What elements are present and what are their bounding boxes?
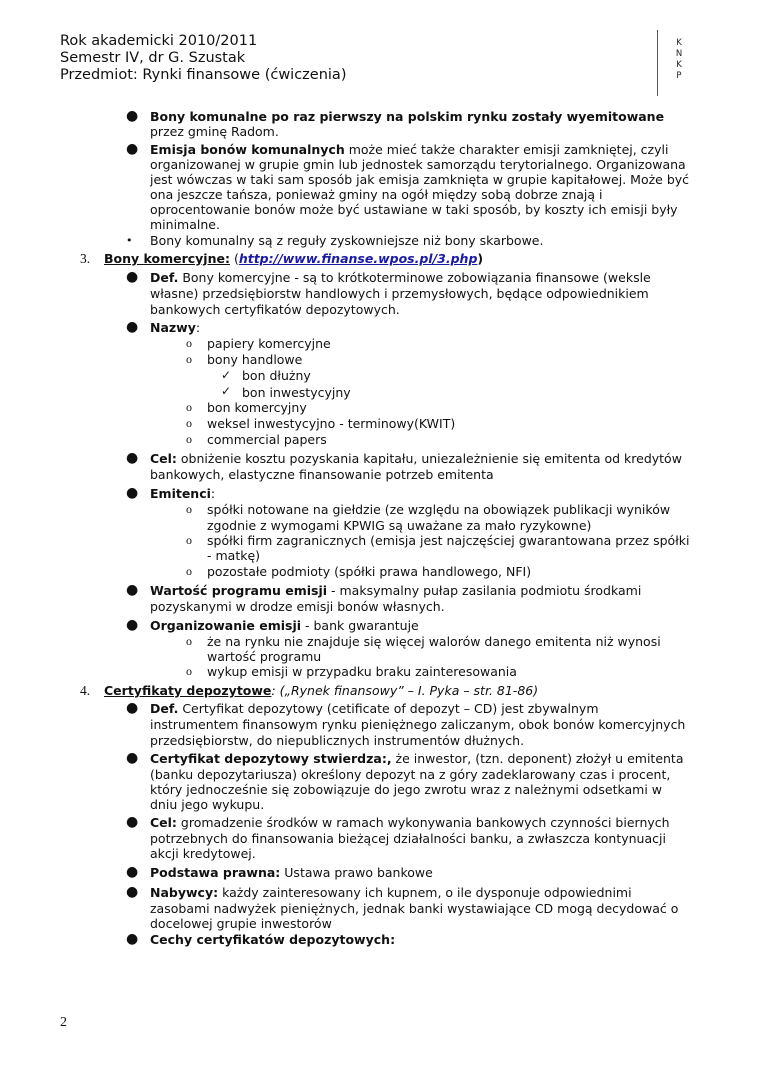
sub-bullet-icon: o: [186, 564, 192, 578]
paragraph: bankowych certyfikatów depozytowych.: [150, 302, 400, 317]
list-item: pozostałe podmioty (spółki prawa handlowego, NFI): [207, 564, 532, 579]
knkp-logo: [657, 30, 698, 96]
paragraph: przez gminę Radom.: [150, 124, 279, 139]
header-semester: Semestr IV, dr G. Szustak: [60, 50, 246, 66]
paragraph: (banku depozytariusza) określony depozyt na z góry zadeklarowany czas i procent,: [150, 767, 671, 782]
sub-bullet-icon: o: [186, 416, 192, 430]
sub-bullet-icon: o: [186, 634, 192, 648]
paragraph: docelowej grupie inwestorów: [150, 916, 332, 931]
sub-bullet-icon: o: [186, 664, 192, 678]
sub-bullet-icon: o: [186, 336, 192, 350]
paragraph: Cel: obniżenie kosztu pozyskania kapitału, uniezależnienie się emitenta od kredytów: [150, 451, 682, 466]
bullet-icon: ●: [126, 582, 139, 598]
paragraph: Emitenci:: [150, 486, 216, 501]
list-item: commercial papers: [207, 432, 327, 447]
list-item: bon dłużny: [242, 368, 311, 383]
bullet-icon: ●: [126, 269, 139, 285]
paragraph: Certyfikat depozytowy stwierdza:, że inwestor, (tzn. deponent) złożył u emitenta: [150, 751, 684, 766]
list-item: papiery komercyjne: [207, 336, 331, 351]
bullet-icon: •: [126, 234, 133, 247]
logo-letter: N: [675, 49, 683, 59]
page-number: 2: [60, 1015, 67, 1030]
bullet-icon: ●: [126, 864, 139, 880]
paragraph: akcji kredytowej.: [150, 846, 256, 861]
logo-letter: K: [676, 38, 682, 48]
paragraph: Nazwy:: [150, 320, 201, 335]
bullet-icon: ●: [126, 931, 139, 947]
paragraph: pozyskanymi w drodze emisji bonów własnych.: [150, 599, 445, 614]
bullet-icon: ●: [126, 700, 139, 716]
paragraph: Wartość programu emisji - maksymalny pułap zasilania podmiotu środkami: [150, 583, 642, 598]
list-item: bon komercyjny: [207, 400, 307, 415]
paragraph: Emisja bonów komunalnych może mieć także charakter emisji zamkniętej, czyli: [150, 142, 669, 157]
list-item: spółki notowane na giełdzie (ze względu na obowiązek publikacji wyników: [207, 502, 671, 517]
paragraph: przedsiębiorstw, do niepublicznych instrumentów dłużnych.: [150, 733, 525, 748]
paragraph: ona jeszcze tańsza, ponieważ gminy na ogół między sobą dobrze znają i: [150, 187, 603, 202]
section-number: 3.: [80, 251, 91, 266]
section-title: Certyfikaty depozytowe: („Rynek finansowy” – I. Pyka – str. 81-86): [104, 683, 539, 698]
paragraph: Podstawa prawna: Ustawa prawo bankowe: [150, 865, 433, 880]
paragraph: Cel: gromadzenie środków w ramach wykonywania bankowych czynności biernych: [150, 815, 670, 830]
list-item: bon inwestycyjny: [242, 385, 351, 400]
bullet-icon: ●: [126, 108, 139, 124]
source-link[interactable]: http://www.finanse.wpos.pl/3.php: [238, 251, 478, 266]
sub-bullet-icon: o: [186, 400, 192, 414]
bullet-icon: ●: [126, 750, 139, 766]
bullet-icon: ●: [126, 450, 139, 466]
logo-letter: P: [676, 71, 682, 81]
paragraph: Nabywcy: każdy zainteresowany ich kupnem, o ile dysponuje odpowiednimi: [150, 885, 632, 900]
paragraph: Bony komunalne po raz pierwszy na polskim rynku zostały wyemitowane: [150, 109, 665, 124]
sub-bullet-icon: o: [186, 352, 192, 366]
paragraph: jest wówczas w taki sam sposób jak emisja zamknięta w grupie kapitałowej. Może być: [150, 172, 690, 187]
paragraph: zasobami nadwyżek pieniężnych, jednak banki wystawiające CD mogą decydować o: [150, 901, 679, 916]
checkmark-icon: ✓: [221, 368, 232, 382]
paragraph: minimalne.: [150, 217, 220, 232]
list-item: bony handlowe: [207, 352, 303, 367]
bullet-icon: ●: [126, 814, 139, 830]
paragraph: organizowanej w grupie gmin lub jednostek samorządu terytorialnego. Organizowana: [150, 157, 686, 172]
paragraph: instrumentem finansowym rynku pieniężnego zaliczanym, obok bonów komercyjnych: [150, 717, 686, 732]
bullet-icon: ●: [126, 141, 139, 157]
paragraph: oprocentowanie bonów może być ustawiane w taki sposób, by koszty ich emisji były: [150, 202, 678, 217]
header-academic-year: Rok akademicki 2010/2011: [60, 33, 258, 49]
paragraph: Cechy certyfikatów depozytowych:: [150, 932, 396, 947]
document-header: [60, 33, 346, 84]
list-item: spółki firm zagranicznych (emisja jest najczęściej gwarantowana przez spółki: [207, 533, 690, 548]
bullet-icon: ●: [126, 319, 139, 335]
checkmark-icon: ✓: [221, 384, 232, 398]
paragraph: Def. Bony komercyjne - są to krótkoterminowe zobowiązania finansowe (weksle: [150, 270, 651, 285]
bullet-icon: ●: [126, 617, 139, 633]
section-number: 4.: [80, 683, 91, 698]
paragraph: Organizowanie emisji - bank gwarantuje: [150, 618, 419, 633]
bullet-icon: ●: [126, 884, 139, 900]
paragraph: dniu jego wykupu.: [150, 797, 265, 812]
paragraph: bankowych, elastyczne finansowanie potrzeb emitenta: [150, 467, 494, 482]
section-title: Bony komercyjne: (http://www.finanse.wpos.pl/3.php): [104, 251, 484, 266]
paragraph: potrzebnych do finansowania bieżącej działalności banku, a zwłaszcza kontynuacji: [150, 831, 666, 846]
list-item: - matkę): [207, 548, 261, 563]
list-item: wykup emisji w przypadku braku zainteresowania: [207, 664, 517, 679]
paragraph: Bony komunalny są z reguły zyskowniejsze niż bony skarbowe.: [150, 233, 544, 248]
paragraph: własne) przedsiębiorstw handlowych i przemysłowych, będące odpowiednikiem: [150, 286, 649, 301]
paragraph: Def. Certyfikat depozytowy (cetificate of depozyt – CD) jest zbywalnym: [150, 701, 599, 716]
list-item: weksel inwestycyjno - terminowy(KWIT): [207, 416, 456, 431]
sub-bullet-icon: o: [186, 533, 192, 547]
list-item: wartość programu: [207, 649, 322, 664]
paragraph: który jednocześnie się zobowiązuje do jego zwrotu wraz z należnymi odsetkami w: [150, 782, 662, 797]
header-subject: Przedmiot: Rynki finansowe (ćwiczenia): [60, 67, 347, 83]
sub-bullet-icon: o: [186, 432, 192, 446]
list-item: że na rynku nie znajduje się więcej walorów danego emitenta niż wynosi: [207, 634, 661, 649]
sub-bullet-icon: o: [186, 502, 192, 516]
logo-letter: K: [676, 60, 682, 70]
bullet-icon: ●: [126, 485, 139, 501]
list-item: zgodnie z wymogami KPWIG są uważane za mało ryzykowne): [207, 518, 592, 533]
